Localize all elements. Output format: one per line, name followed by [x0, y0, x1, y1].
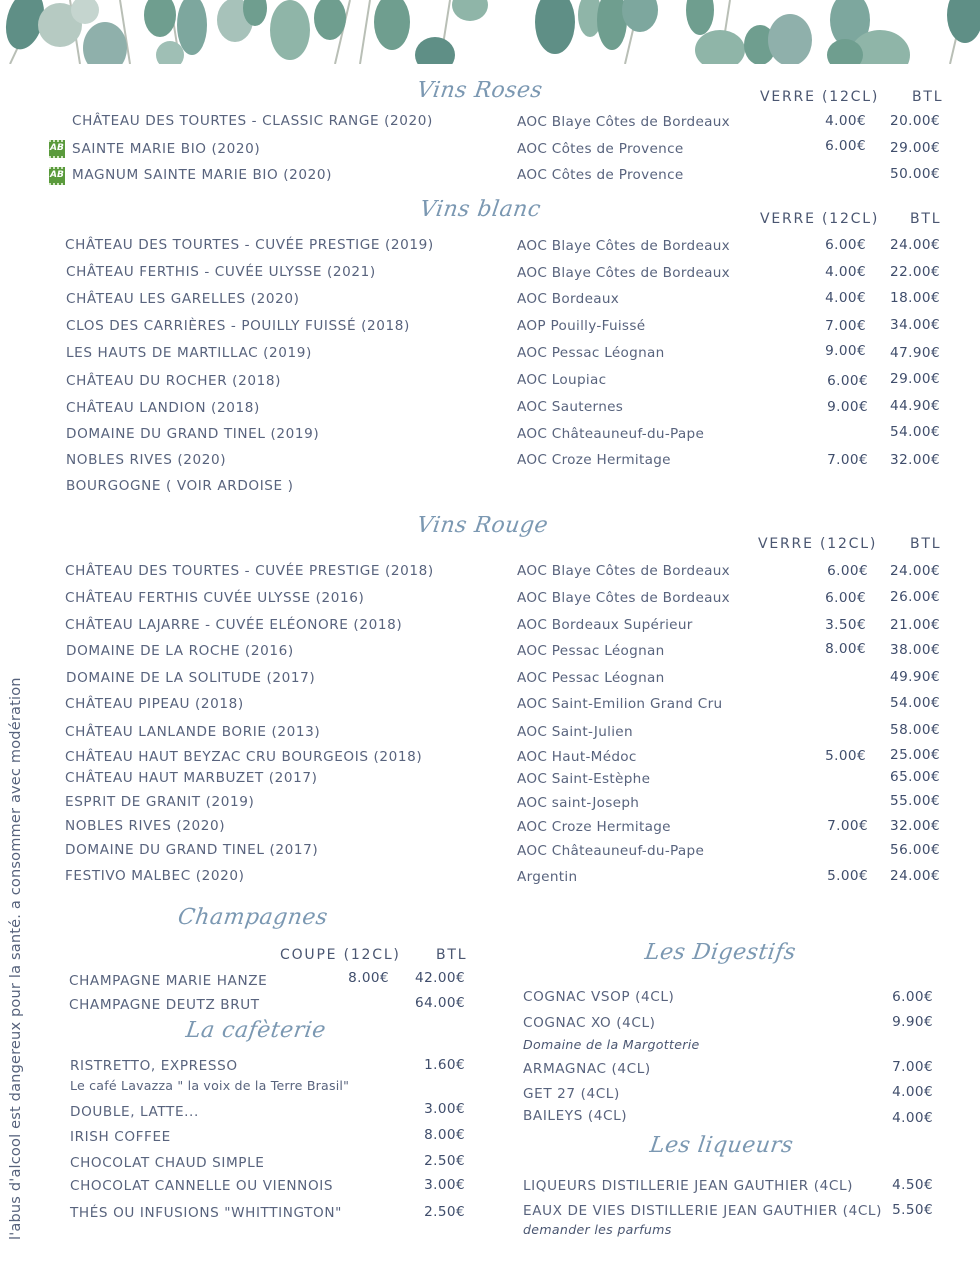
section-title-liqueurs: Les liqueurs	[648, 1133, 795, 1158]
coupe-price: 8.00€	[348, 970, 389, 986]
wine-appellation: AOC Saint-Julien	[517, 724, 633, 740]
cafe-item-price: 3.00€	[424, 1101, 465, 1117]
wine-appellation: Argentin	[517, 869, 578, 885]
section-title-rouge: Vins Rouge	[415, 513, 550, 538]
glass-price: 8.00€	[825, 641, 866, 657]
bottle-price: 64.00€	[415, 995, 465, 1011]
glass-price: 4.00€	[825, 264, 866, 280]
eucalyptus-banner	[0, 0, 980, 64]
wine-appellation: AOC Blaye Côtes de Bordeaux	[517, 238, 731, 254]
digestif-name: ARMAGNAC (4CL)	[523, 1061, 651, 1077]
digestif-price: 4.00€	[892, 1110, 933, 1126]
bottle-price: 47.90€	[890, 345, 940, 361]
wine-appellation: AOC saint-Joseph	[517, 795, 640, 811]
bottle-price: 44.90€	[890, 398, 940, 414]
bottle-price: 25.00€	[890, 747, 940, 763]
bottle-price: 24.00€	[890, 563, 940, 579]
glass-price: 4.00€	[825, 113, 866, 129]
section-title-roses: Vins Roses	[415, 78, 545, 103]
glass-price: 7.00€	[827, 818, 868, 834]
bottle-price: 38.00€	[890, 642, 940, 658]
wine-name: CHÂTEAU DU ROCHER (2018)	[66, 373, 281, 389]
bottle-price: 58.00€	[890, 722, 940, 738]
wine-appellation: AOC Bordeaux Supérieur	[517, 617, 693, 633]
wine-appellation: AOC Bordeaux	[517, 291, 620, 307]
cafe-item-price: 2.50€	[424, 1153, 465, 1169]
wine-appellation: AOC Côtes de Provence	[517, 167, 684, 183]
cafe-item-price: 8.00€	[424, 1127, 465, 1143]
col-header-bottle: BTL	[912, 89, 944, 105]
bottle-price: 65.00€	[890, 769, 940, 785]
wine-appellation: AOC Pessac Léognan	[517, 643, 665, 659]
col-header-bottle: BTL	[910, 536, 942, 552]
col-header-glass: VERRE (12CL)	[760, 89, 880, 105]
glass-price: 9.00€	[827, 399, 868, 415]
digestif-price: 7.00€	[892, 1059, 933, 1075]
wine-appellation: AOC Saint-Estèphe	[517, 771, 651, 787]
glass-price: 6.00€	[825, 590, 866, 606]
bottle-price: 50.00€	[890, 166, 940, 182]
digestif-price: 9.90€	[892, 1014, 933, 1030]
bottle-price: 56.00€	[890, 842, 940, 858]
bottle-price: 29.00€	[890, 371, 940, 387]
bottle-price: 20.00€	[890, 113, 940, 129]
wine-name: CHÂTEAU FERTHIS - CUVÉE ULYSSE (2021)	[66, 264, 376, 280]
section-title-cafeterie: La cafèterie	[184, 1018, 328, 1043]
glass-price: 6.00€	[827, 563, 868, 579]
glass-price: 5.00€	[827, 868, 868, 884]
cafe-item-price: 1.60€	[424, 1057, 465, 1073]
glass-price: 9.00€	[825, 343, 866, 359]
wine-name: DOMAINE DU GRAND TINEL (2017)	[65, 842, 319, 858]
bottle-price: 24.00€	[890, 868, 940, 884]
champagne-name: CHAMPAGNE MARIE HANZE	[69, 973, 268, 989]
bottle-price: 21.00€	[890, 617, 940, 633]
wine-appellation: AOC Loupiac	[517, 372, 607, 388]
bottle-price: 26.00€	[890, 589, 940, 605]
bottle-price: 42.00€	[415, 970, 465, 986]
cafe-item-name: IRISH COFFEE	[70, 1129, 171, 1145]
wine-appellation: AOC Châteauneuf-du-Pape	[517, 426, 705, 442]
organic-ab-icon: AB	[49, 140, 65, 158]
bottle-price: 32.00€	[890, 452, 940, 468]
wine-appellation: AOC Blaye Côtes de Bordeaux	[517, 265, 731, 281]
glass-price: 7.00€	[825, 318, 866, 334]
col-header-bottle: BTL	[436, 947, 468, 963]
col-header-glass: VERRE (12CL)	[758, 536, 878, 552]
bottle-price: 32.00€	[890, 818, 940, 834]
glass-price: 6.00€	[825, 138, 866, 154]
wine-name: DOMAINE DU GRAND TINEL (2019)	[66, 426, 320, 442]
wine-name: BOURGOGNE ( VOIR ARDOISE )	[66, 478, 294, 494]
cafe-item-name: RISTRETTO, EXPRESSO	[70, 1058, 238, 1074]
section-title-digestifs: Les Digestifs	[643, 940, 798, 965]
section-title-champagnes: Champagnes	[176, 905, 330, 930]
wine-appellation: AOC Pessac Léognan	[517, 345, 665, 361]
wine-name: CHÂTEAU DES TOURTES - CLASSIC RANGE (2020)	[72, 113, 433, 129]
digestif-price: 6.00€	[892, 989, 933, 1005]
cafe-item-name: THÉS OU INFUSIONS "WHITTINGTON"	[70, 1205, 342, 1221]
wine-appellation: AOC Saint-Emilion Grand Cru	[517, 696, 723, 712]
glass-price: 7.00€	[827, 452, 868, 468]
wine-name: DOMAINE DE LA ROCHE (2016)	[66, 643, 294, 659]
digestif-name: COGNAC XO (4CL)	[523, 1015, 656, 1031]
glass-price: 4.00€	[825, 290, 866, 306]
wine-appellation: AOC Châteauneuf-du-Pape	[517, 843, 705, 859]
glass-price: 3.50€	[825, 617, 866, 633]
organic-ab-icon: AB	[49, 167, 65, 185]
wine-appellation: AOC Blaye Côtes de Bordeaux	[517, 114, 731, 130]
section-title-blanc: Vins blanc	[418, 197, 543, 222]
wine-name: CHÂTEAU LAJARRE - CUVÉE ELÉONORE (2018)	[65, 617, 403, 633]
wine-name: LES HAUTS DE MARTILLAC (2019)	[66, 345, 312, 361]
wine-appellation: AOC Pessac Léognan	[517, 670, 665, 686]
bottle-price: 54.00€	[890, 695, 940, 711]
bottle-price: 49.90€	[890, 669, 940, 685]
liqueur-price: 5.50€	[892, 1202, 933, 1218]
wine-appellation: AOP Pouilly-Fuissé	[517, 318, 646, 334]
bottle-price: 34.00€	[890, 317, 940, 333]
digestif-name: BAILEYS (4CL)	[523, 1108, 628, 1124]
wine-name: ESPRIT DE GRANIT (2019)	[65, 794, 255, 810]
wine-appellation: AOC Côtes de Provence	[517, 141, 684, 157]
cafe-item-name: DOUBLE, LATTE...	[70, 1104, 199, 1120]
wine-appellation: AOC Blaye Côtes de Bordeaux	[517, 590, 731, 606]
wine-name: CLOS DES CARRIÈRES - POUILLY FUISSÉ (2018)	[66, 318, 410, 334]
digestif-name: COGNAC VSOP (4CL)	[523, 989, 675, 1005]
health-warning-note: l'abus d'alcool est dangereux pour la santé. a consommer avec modération	[8, 677, 24, 1240]
champagne-name: CHAMPAGNE DEUTZ BRUT	[69, 997, 260, 1013]
wine-name: SAINTE MARIE BIO (2020)	[72, 141, 261, 157]
bottle-price: 54.00€	[890, 424, 940, 440]
wine-appellation: AOC Haut-Médoc	[517, 749, 637, 765]
bottle-price: 22.00€	[890, 264, 940, 280]
digestif-price: 4.00€	[892, 1084, 933, 1100]
cafe-item-name: CHOCOLAT CHAUD SIMPLE	[70, 1155, 265, 1171]
cafe-item-name: CHOCOLAT CANNELLE OU VIENNOIS	[70, 1178, 334, 1194]
digestif-name: GET 27 (4CL)	[523, 1086, 620, 1102]
wine-name: CHÂTEAU LANLANDE BORIE (2013)	[65, 724, 321, 740]
bottle-price: 29.00€	[890, 140, 940, 156]
digestif-note: Domaine de la Margotterie	[523, 1037, 700, 1052]
glass-price: 6.00€	[827, 373, 868, 389]
col-header-glass: VERRE (12CL)	[760, 211, 880, 227]
wine-name: CHÂTEAU PIPEAU (2018)	[65, 696, 244, 712]
wine-appellation: AOC Croze Hermitage	[517, 819, 671, 835]
cafe-item-price: 2.50€	[424, 1204, 465, 1220]
bottle-price: 18.00€	[890, 290, 940, 306]
wine-name: CHÂTEAU DES TOURTES - CUVÉE PRESTIGE (2018)	[65, 563, 434, 579]
liqueur-note: demander les parfums	[523, 1222, 672, 1237]
bottle-price: 24.00€	[890, 237, 940, 253]
wine-appellation: AOC Blaye Côtes de Bordeaux	[517, 563, 731, 579]
wine-name: NOBLES RIVES (2020)	[65, 818, 226, 834]
wine-name: CHÂTEAU FERTHIS CUVÉE ULYSSE (2016)	[65, 590, 365, 606]
glass-price: 5.00€	[825, 748, 866, 764]
wine-name: DOMAINE DE LA SOLITUDE (2017)	[66, 670, 316, 686]
wine-name: CHÂTEAU HAUT BEYZAC CRU BOURGEOIS (2018)	[65, 749, 423, 765]
wine-name: NOBLES RIVES (2020)	[66, 452, 227, 468]
wine-name: MAGNUM SAINTE MARIE BIO (2020)	[72, 167, 333, 183]
wine-appellation: AOC Sauternes	[517, 399, 624, 415]
wine-name: CHÂTEAU LES GARELLES (2020)	[66, 291, 300, 307]
liqueur-name: EAUX DE VIES DISTILLERIE JEAN GAUTHIER (4CL)	[523, 1203, 882, 1219]
cafe-item-price: 3.00€	[424, 1177, 465, 1193]
wine-appellation: AOC Croze Hermitage	[517, 452, 671, 468]
wine-name: CHÂTEAU DES TOURTES - CUVÉE PRESTIGE (2019)	[65, 237, 434, 253]
wine-name: CHÂTEAU LANDION (2018)	[66, 400, 260, 416]
cafe-item-note: Le café Lavazza " la voix de la Terre Brasil"	[70, 1078, 350, 1093]
col-header-bottle: BTL	[910, 211, 942, 227]
leaves-decoration-icon	[0, 0, 980, 64]
col-header-coupe: COUPE (12CL)	[280, 947, 401, 963]
bottle-price: 55.00€	[890, 793, 940, 809]
wine-name: FESTIVO MALBEC (2020)	[65, 868, 245, 884]
liqueur-price: 4.50€	[892, 1177, 933, 1193]
glass-price: 6.00€	[825, 237, 866, 253]
wine-name: CHÂTEAU HAUT MARBUZET (2017)	[65, 770, 318, 786]
liqueur-name: LIQUEURS DISTILLERIE JEAN GAUTHIER (4CL)	[523, 1178, 854, 1194]
